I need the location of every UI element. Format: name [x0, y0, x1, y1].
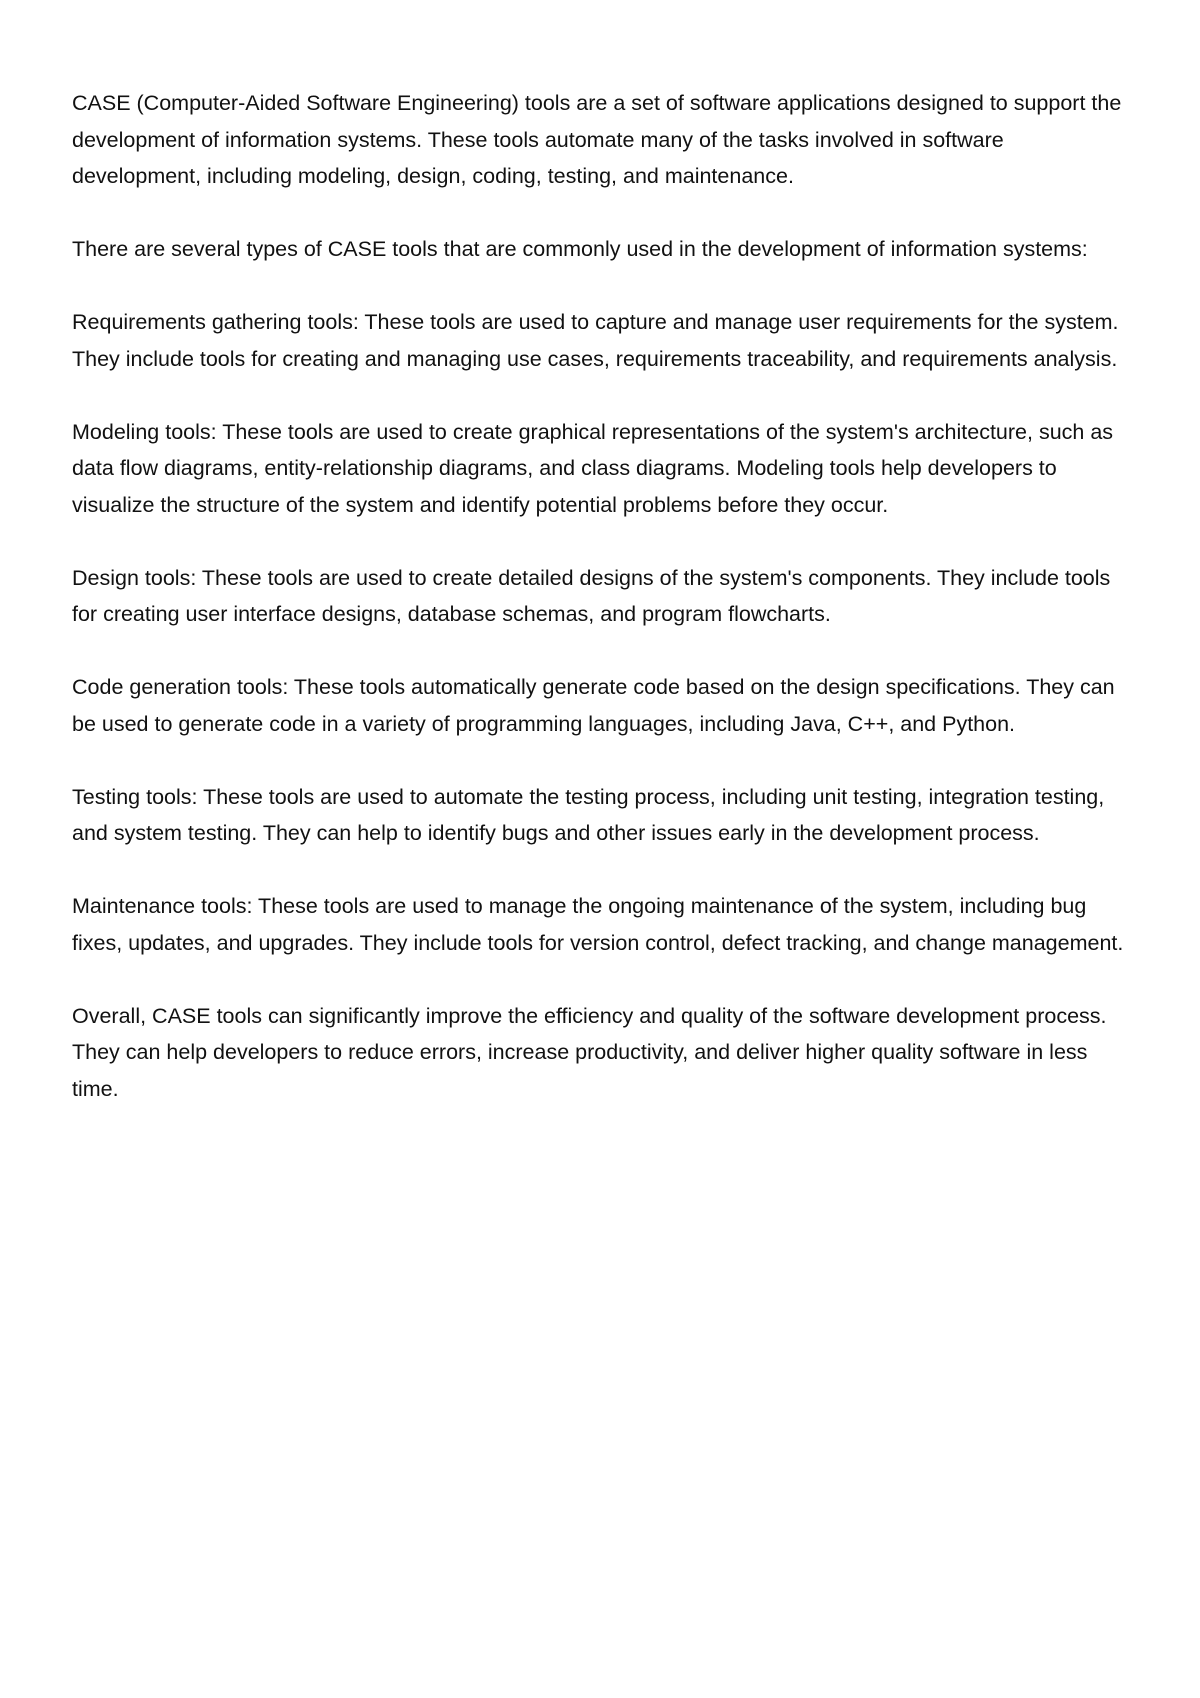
- paragraph-testing-tools: Testing tools: These tools are used to automate the testing process, including unit testing, integration testing, and system testing. They can help to identify bugs and other issues early in the development process.: [72, 784, 1105, 845]
- paragraph-modeling-tools: Modeling tools: These tools are used to create graphical representations of the system's architecture, such as data flow diagrams, entity-relationship diagrams, and class diagrams. Modeling tools help developers to visualize the structure of the system and identify potential problems before they occur.: [72, 419, 1114, 517]
- paragraph-intro: CASE (Computer-Aided Software Engineering) tools are a set of software applications designed to support the development of information systems. These tools automate many of the tasks involved in software development, including modeling, design, coding, testing, and maintenance.: [72, 91, 1122, 188]
- paragraph-requirements-tools: Requirements gathering tools: These tools are used to capture and manage user requirements for the system. They include tools for creating and managing use cases, requirements traceability, and requirements analysis.: [72, 310, 1119, 371]
- paragraph-design-tools: Design tools: These tools are used to create detailed designs of the system's components. They include tools for creating user interface designs, database schemas, and program flowcharts.: [72, 565, 1111, 626]
- document-body: [72, 85, 1137, 1144]
- paragraph-conclusion: Overall, CASE tools can significantly improve the efficiency and quality of the software development process. They can help developers to reduce errors, increase productivity, and deliver higher quality software in less time.: [72, 1003, 1107, 1101]
- paragraph-code-generation-tools: Code generation tools: These tools automatically generate code based on the design specifications. They can be used to generate code in a variety of programming languages, including Java, C++, and Python.: [72, 675, 1115, 736]
- paragraph-maintenance-tools: Maintenance tools: These tools are used to manage the ongoing maintenance of the system, including bug fixes, updates, and upgrades. They include tools for version control, defect tracking, and change management.: [72, 894, 1124, 955]
- paragraph-types-intro: There are several types of CASE tools that are commonly used in the development of information systems:: [72, 237, 1088, 261]
